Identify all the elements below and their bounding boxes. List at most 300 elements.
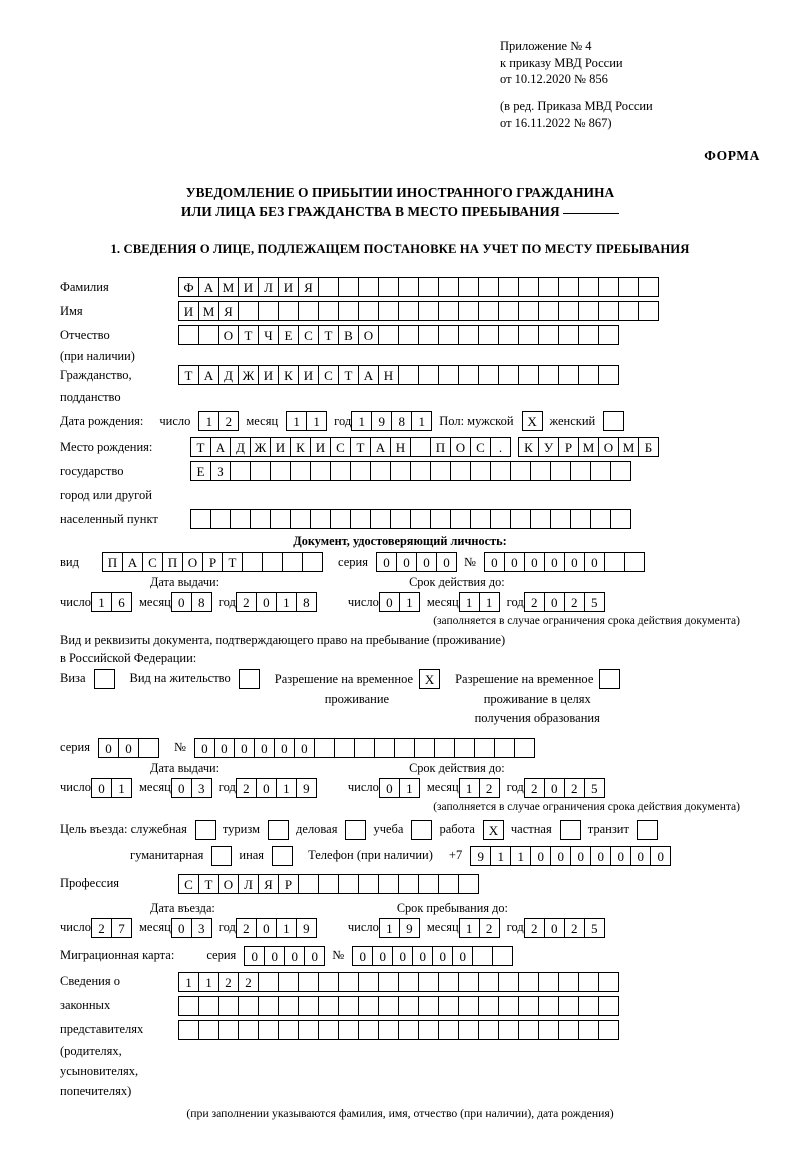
char-cell[interactable] (338, 972, 359, 992)
char-cell[interactable] (338, 874, 359, 894)
char-cell[interactable] (438, 972, 459, 992)
char-cell[interactable]: Т (198, 874, 219, 894)
char-cell[interactable]: М (578, 437, 599, 457)
char-cell[interactable] (498, 325, 519, 345)
char-cell[interactable] (418, 325, 439, 345)
char-cell[interactable] (198, 996, 219, 1016)
purpose-study-checkbox[interactable] (411, 820, 431, 840)
char-cell[interactable]: 0 (352, 946, 373, 966)
char-cell[interactable]: 1 (510, 846, 531, 866)
char-cell[interactable]: 0 (570, 846, 591, 866)
char-cell[interactable]: Т (222, 552, 243, 572)
char-cell[interactable] (478, 1020, 499, 1040)
char-cell[interactable]: 2 (218, 411, 239, 431)
char-cell[interactable]: Т (238, 325, 259, 345)
char-cell[interactable] (314, 738, 335, 758)
char-cell[interactable]: 0 (171, 592, 192, 612)
char-cell[interactable] (518, 365, 539, 385)
char-cell[interactable] (492, 946, 513, 966)
char-cell[interactable]: 0 (432, 946, 453, 966)
char-cell[interactable] (410, 437, 431, 457)
char-cell[interactable] (610, 461, 631, 481)
char-cell[interactable]: О (218, 325, 239, 345)
char-cell[interactable] (378, 301, 399, 321)
char-cell[interactable] (390, 461, 411, 481)
birth-place-state-input-2[interactable] (518, 437, 658, 457)
char-cell[interactable] (230, 509, 251, 529)
char-cell[interactable]: 0 (256, 918, 277, 938)
char-cell[interactable]: Л (238, 874, 259, 894)
char-cell[interactable]: 2 (564, 778, 585, 798)
char-cell[interactable] (538, 996, 559, 1016)
char-cell[interactable] (298, 1020, 319, 1040)
char-cell[interactable] (198, 325, 219, 345)
birth-place-state-input[interactable] (190, 437, 510, 457)
char-cell[interactable] (598, 277, 619, 297)
doc-issue-day-input[interactable] (91, 592, 131, 612)
char-cell[interactable]: 0 (484, 552, 505, 572)
char-cell[interactable]: 0 (530, 846, 551, 866)
char-cell[interactable] (458, 277, 479, 297)
char-cell[interactable] (510, 461, 531, 481)
char-cell[interactable]: 0 (412, 946, 433, 966)
char-cell[interactable] (434, 738, 455, 758)
char-cell[interactable] (242, 552, 263, 572)
char-cell[interactable]: 2 (236, 778, 257, 798)
char-cell[interactable] (450, 461, 471, 481)
birth-year-input[interactable] (351, 411, 431, 431)
char-cell[interactable] (418, 996, 439, 1016)
char-cell[interactable] (538, 1020, 559, 1040)
char-cell[interactable] (438, 325, 459, 345)
char-cell[interactable] (238, 996, 259, 1016)
char-cell[interactable] (278, 301, 299, 321)
char-cell[interactable]: С (318, 365, 339, 385)
char-cell[interactable]: П (430, 437, 451, 457)
char-cell[interactable]: О (450, 437, 471, 457)
char-cell[interactable] (358, 996, 379, 1016)
char-cell[interactable] (358, 874, 379, 894)
char-cell[interactable] (318, 1020, 339, 1040)
temp-permit-checkbox[interactable] (419, 669, 439, 689)
char-cell[interactable]: 0 (392, 946, 413, 966)
char-cell[interactable]: 0 (544, 552, 565, 572)
char-cell[interactable]: 0 (264, 946, 285, 966)
char-cell[interactable]: Ф (178, 277, 199, 297)
char-cell[interactable]: 1 (276, 918, 297, 938)
char-cell[interactable]: 2 (236, 592, 257, 612)
char-cell[interactable]: С (178, 874, 199, 894)
char-cell[interactable]: Л (258, 277, 279, 297)
birth-day-input[interactable] (198, 411, 238, 431)
doc-issue-month-input[interactable] (171, 592, 211, 612)
char-cell[interactable]: О (218, 874, 239, 894)
char-cell[interactable] (590, 461, 611, 481)
char-cell[interactable] (514, 738, 535, 758)
birth-place-city-input-1[interactable] (190, 461, 630, 481)
permit-issue-day-input[interactable] (91, 778, 131, 798)
char-cell[interactable] (258, 996, 279, 1016)
char-cell[interactable] (560, 820, 581, 840)
char-cell[interactable] (398, 874, 419, 894)
char-cell[interactable] (370, 461, 391, 481)
char-cell[interactable]: 0 (590, 846, 611, 866)
char-cell[interactable] (538, 301, 559, 321)
char-cell[interactable]: А (122, 552, 143, 572)
char-cell[interactable]: 1 (91, 592, 112, 612)
char-cell[interactable] (210, 509, 231, 529)
char-cell[interactable]: М (618, 437, 639, 457)
char-cell[interactable] (490, 509, 511, 529)
purpose-work-checkbox[interactable] (483, 820, 503, 840)
char-cell[interactable] (338, 996, 359, 1016)
char-cell[interactable]: А (370, 437, 391, 457)
char-cell[interactable]: 2 (238, 972, 259, 992)
char-cell[interactable] (268, 820, 289, 840)
doc-valid-month-input[interactable] (459, 592, 499, 612)
legal-rep-input-3[interactable] (178, 1020, 618, 1040)
char-cell[interactable] (178, 1020, 199, 1040)
char-cell[interactable]: 8 (391, 411, 412, 431)
char-cell[interactable]: 8 (191, 592, 212, 612)
doc-number-input[interactable] (484, 552, 644, 572)
char-cell[interactable] (262, 552, 283, 572)
char-cell[interactable] (490, 461, 511, 481)
char-cell[interactable]: К (290, 437, 311, 457)
char-cell[interactable] (270, 509, 291, 529)
char-cell[interactable] (378, 325, 399, 345)
char-cell[interactable] (270, 461, 291, 481)
char-cell[interactable] (338, 301, 359, 321)
char-cell[interactable] (598, 972, 619, 992)
char-cell[interactable] (498, 996, 519, 1016)
char-cell[interactable] (478, 301, 499, 321)
char-cell[interactable] (418, 874, 439, 894)
char-cell[interactable] (250, 461, 271, 481)
char-cell[interactable] (378, 277, 399, 297)
char-cell[interactable] (190, 509, 211, 529)
char-cell[interactable] (258, 1020, 279, 1040)
char-cell[interactable]: 0 (294, 738, 315, 758)
char-cell[interactable] (298, 301, 319, 321)
char-cell[interactable] (398, 1020, 419, 1040)
char-cell[interactable]: 9 (371, 411, 392, 431)
doc-issue-year-input[interactable] (236, 592, 316, 612)
char-cell[interactable]: 0 (376, 552, 397, 572)
char-cell[interactable] (598, 365, 619, 385)
char-cell[interactable]: 1 (399, 778, 420, 798)
char-cell[interactable] (598, 996, 619, 1016)
char-cell[interactable]: 1 (198, 411, 219, 431)
char-cell[interactable]: И (278, 277, 299, 297)
char-cell[interactable] (282, 552, 303, 572)
char-cell[interactable] (570, 509, 591, 529)
char-cell[interactable]: О (182, 552, 203, 572)
doc-valid-day-input[interactable] (379, 592, 419, 612)
char-cell[interactable] (398, 301, 419, 321)
char-cell[interactable] (230, 461, 251, 481)
legal-rep-input-1[interactable] (178, 972, 618, 992)
char-cell[interactable] (518, 996, 539, 1016)
char-cell[interactable] (494, 738, 515, 758)
legal-rep-input-2[interactable] (178, 996, 618, 1016)
permit-valid-year-input[interactable] (524, 778, 604, 798)
permit-valid-month-input[interactable] (459, 778, 499, 798)
char-cell[interactable]: 2 (564, 592, 585, 612)
char-cell[interactable]: 1 (111, 778, 132, 798)
char-cell[interactable]: И (270, 437, 291, 457)
char-cell[interactable]: 0 (564, 552, 585, 572)
char-cell[interactable] (198, 1020, 219, 1040)
entry-day-input[interactable] (91, 918, 131, 938)
char-cell[interactable]: X (419, 669, 440, 689)
char-cell[interactable] (538, 325, 559, 345)
char-cell[interactable] (310, 509, 331, 529)
stay-day-input[interactable] (379, 918, 419, 938)
char-cell[interactable]: С (330, 437, 351, 457)
char-cell[interactable] (94, 669, 115, 689)
permit-series-input[interactable] (98, 738, 158, 758)
char-cell[interactable] (374, 738, 395, 758)
char-cell[interactable]: Т (318, 325, 339, 345)
char-cell[interactable]: 3 (191, 918, 212, 938)
char-cell[interactable]: 0 (171, 778, 192, 798)
char-cell[interactable] (558, 972, 579, 992)
birth-place-city-input-2[interactable] (190, 509, 630, 529)
char-cell[interactable]: X (483, 820, 504, 840)
char-cell[interactable]: Т (338, 365, 359, 385)
char-cell[interactable] (302, 552, 323, 572)
char-cell[interactable] (358, 301, 379, 321)
char-cell[interactable] (458, 301, 479, 321)
char-cell[interactable] (298, 996, 319, 1016)
char-cell[interactable] (338, 1020, 359, 1040)
char-cell[interactable]: 1 (490, 846, 511, 866)
char-cell[interactable] (458, 874, 479, 894)
char-cell[interactable] (138, 738, 159, 758)
char-cell[interactable]: Ж (238, 365, 259, 385)
char-cell[interactable]: 0 (254, 738, 275, 758)
char-cell[interactable] (438, 365, 459, 385)
char-cell[interactable] (599, 669, 620, 689)
char-cell[interactable]: 5 (584, 592, 605, 612)
char-cell[interactable]: Р (278, 874, 299, 894)
char-cell[interactable] (398, 325, 419, 345)
char-cell[interactable]: Т (190, 437, 211, 457)
char-cell[interactable] (418, 301, 439, 321)
char-cell[interactable] (358, 277, 379, 297)
char-cell[interactable]: 0 (436, 552, 457, 572)
char-cell[interactable]: 2 (218, 972, 239, 992)
char-cell[interactable] (239, 669, 260, 689)
surname-input[interactable] (178, 277, 658, 297)
doc-kind-input[interactable] (102, 552, 322, 572)
char-cell[interactable] (398, 972, 419, 992)
char-cell[interactable] (438, 277, 459, 297)
char-cell[interactable] (578, 325, 599, 345)
char-cell[interactable]: Е (190, 461, 211, 481)
char-cell[interactable]: 2 (479, 778, 500, 798)
char-cell[interactable]: 9 (296, 778, 317, 798)
char-cell[interactable]: 5 (584, 918, 605, 938)
char-cell[interactable]: 0 (284, 946, 305, 966)
char-cell[interactable] (358, 1020, 379, 1040)
char-cell[interactable]: 6 (111, 592, 132, 612)
char-cell[interactable]: 0 (214, 738, 235, 758)
char-cell[interactable] (478, 972, 499, 992)
char-cell[interactable]: Б (638, 437, 659, 457)
char-cell[interactable]: 0 (244, 946, 265, 966)
visa-checkbox[interactable] (94, 669, 114, 689)
char-cell[interactable] (598, 301, 619, 321)
permit-number-input-ext[interactable] (374, 738, 534, 758)
char-cell[interactable]: X (522, 411, 543, 431)
char-cell[interactable] (350, 509, 371, 529)
char-cell[interactable]: З (210, 461, 231, 481)
char-cell[interactable]: 1 (306, 411, 327, 431)
char-cell[interactable]: 0 (584, 552, 605, 572)
char-cell[interactable] (438, 1020, 459, 1040)
char-cell[interactable]: 0 (610, 846, 631, 866)
char-cell[interactable] (290, 461, 311, 481)
char-cell[interactable]: 3 (191, 778, 212, 798)
permit-issue-year-input[interactable] (236, 778, 316, 798)
char-cell[interactable] (558, 996, 579, 1016)
char-cell[interactable]: Н (378, 365, 399, 385)
char-cell[interactable]: Е (278, 325, 299, 345)
char-cell[interactable]: 0 (379, 778, 400, 798)
char-cell[interactable]: Я (218, 301, 239, 321)
char-cell[interactable] (438, 301, 459, 321)
char-cell[interactable] (518, 301, 539, 321)
char-cell[interactable]: К (278, 365, 299, 385)
char-cell[interactable] (418, 1020, 439, 1040)
char-cell[interactable]: 9 (399, 918, 420, 938)
char-cell[interactable] (238, 1020, 259, 1040)
char-cell[interactable]: А (210, 437, 231, 457)
char-cell[interactable] (390, 509, 411, 529)
char-cell[interactable] (530, 509, 551, 529)
char-cell[interactable]: И (178, 301, 199, 321)
char-cell[interactable]: О (598, 437, 619, 457)
char-cell[interactable]: И (310, 437, 331, 457)
char-cell[interactable]: И (258, 365, 279, 385)
char-cell[interactable]: 0 (504, 552, 525, 572)
char-cell[interactable] (438, 996, 459, 1016)
char-cell[interactable]: 7 (111, 918, 132, 938)
char-cell[interactable] (638, 301, 659, 321)
char-cell[interactable] (578, 972, 599, 992)
profession-input[interactable] (178, 874, 478, 894)
char-cell[interactable]: С (142, 552, 163, 572)
permit-valid-day-input[interactable] (379, 778, 419, 798)
char-cell[interactable] (378, 874, 399, 894)
char-cell[interactable]: 1 (351, 411, 372, 431)
char-cell[interactable] (411, 820, 432, 840)
char-cell[interactable] (430, 461, 451, 481)
char-cell[interactable]: 8 (296, 592, 317, 612)
char-cell[interactable] (470, 461, 491, 481)
char-cell[interactable]: С (470, 437, 491, 457)
char-cell[interactable] (410, 461, 431, 481)
char-cell[interactable]: С (298, 325, 319, 345)
char-cell[interactable] (604, 552, 625, 572)
char-cell[interactable] (638, 277, 659, 297)
entry-year-input[interactable] (236, 918, 316, 938)
purpose-tourism-checkbox[interactable] (268, 820, 288, 840)
char-cell[interactable] (598, 325, 619, 345)
char-cell[interactable]: Д (218, 365, 239, 385)
char-cell[interactable]: Н (390, 437, 411, 457)
char-cell[interactable] (458, 996, 479, 1016)
char-cell[interactable] (398, 277, 419, 297)
phone-input[interactable] (470, 846, 670, 866)
char-cell[interactable]: Т (350, 437, 371, 457)
char-cell[interactable]: 5 (584, 778, 605, 798)
char-cell[interactable] (290, 509, 311, 529)
char-cell[interactable] (318, 972, 339, 992)
char-cell[interactable]: Р (558, 437, 579, 457)
char-cell[interactable] (278, 996, 299, 1016)
char-cell[interactable] (637, 820, 658, 840)
char-cell[interactable]: Р (202, 552, 223, 572)
permit-issue-month-input[interactable] (171, 778, 211, 798)
char-cell[interactable]: 9 (470, 846, 491, 866)
char-cell[interactable] (550, 509, 571, 529)
char-cell[interactable] (318, 277, 339, 297)
purpose-humanitarian-checkbox[interactable] (211, 846, 231, 866)
migration-series-input[interactable] (244, 946, 324, 966)
char-cell[interactable] (330, 509, 351, 529)
char-cell[interactable] (578, 996, 599, 1016)
char-cell[interactable] (478, 277, 499, 297)
char-cell[interactable]: 0 (118, 738, 139, 758)
char-cell[interactable] (558, 277, 579, 297)
char-cell[interactable] (558, 301, 579, 321)
char-cell[interactable]: 0 (524, 552, 545, 572)
char-cell[interactable] (318, 996, 339, 1016)
char-cell[interactable] (358, 972, 379, 992)
char-cell[interactable] (498, 277, 519, 297)
char-cell[interactable] (518, 972, 539, 992)
char-cell[interactable] (272, 846, 293, 866)
char-cell[interactable] (418, 277, 439, 297)
char-cell[interactable] (178, 996, 199, 1016)
char-cell[interactable]: Я (258, 874, 279, 894)
char-cell[interactable] (354, 738, 375, 758)
char-cell[interactable] (218, 1020, 239, 1040)
char-cell[interactable]: 1 (399, 592, 420, 612)
char-cell[interactable]: 1 (379, 918, 400, 938)
char-cell[interactable]: А (198, 277, 219, 297)
char-cell[interactable]: П (102, 552, 123, 572)
char-cell[interactable] (474, 738, 495, 758)
char-cell[interactable] (458, 972, 479, 992)
char-cell[interactable]: О (358, 325, 379, 345)
sex-male-checkbox[interactable] (522, 411, 542, 431)
char-cell[interactable]: 0 (194, 738, 215, 758)
char-cell[interactable]: 1 (276, 778, 297, 798)
char-cell[interactable] (218, 996, 239, 1016)
char-cell[interactable]: У (538, 437, 559, 457)
char-cell[interactable] (510, 509, 531, 529)
char-cell[interactable]: В (338, 325, 359, 345)
migration-number-input[interactable] (352, 946, 512, 966)
birth-month-input[interactable] (286, 411, 326, 431)
char-cell[interactable]: 1 (276, 592, 297, 612)
char-cell[interactable] (410, 509, 431, 529)
char-cell[interactable]: 1 (286, 411, 307, 431)
